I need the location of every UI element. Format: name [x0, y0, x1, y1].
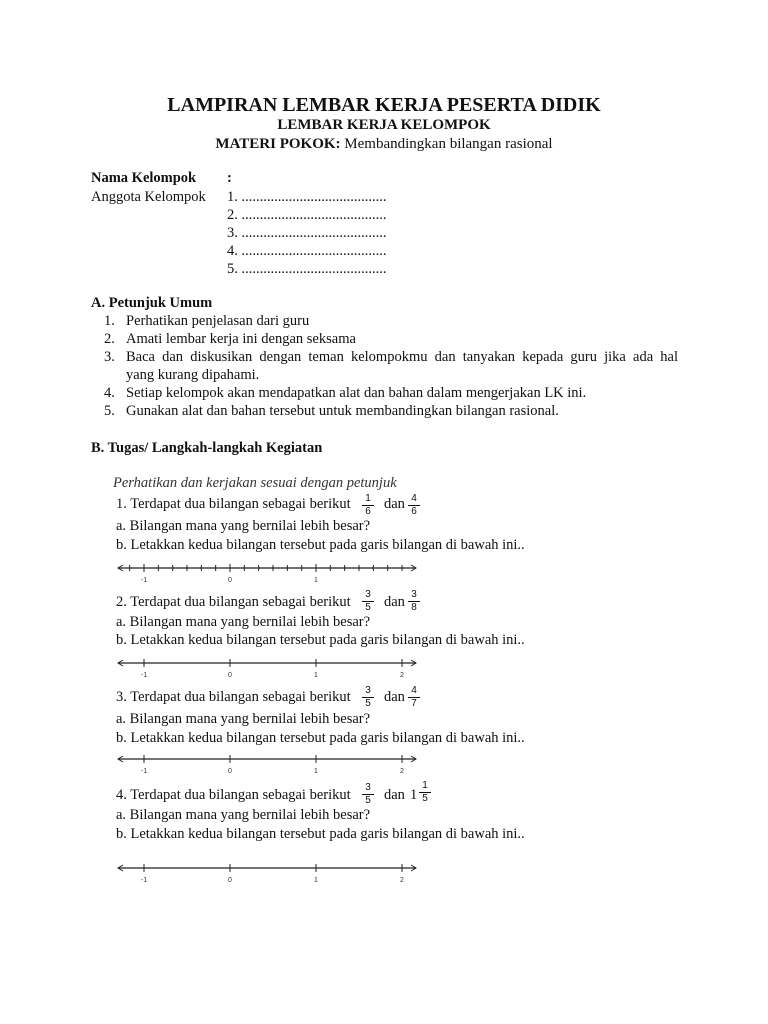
tick-label: 0	[228, 877, 232, 884]
list-item: Perhatikan penjelasan dari guru	[126, 313, 310, 329]
page-subtitle: LEMBAR KERJA KELOMPOK	[277, 117, 491, 133]
materi-line	[0, 136, 768, 153]
task-4-prompt: 4. Terdapat dua bilangan sebagai berikut	[116, 787, 351, 803]
tick-label: -1	[140, 768, 148, 775]
member-line: 2. ........................................	[227, 207, 387, 223]
task-3-number-line[interactable]	[116, 751, 421, 777]
list-item-number: 3.	[104, 349, 115, 365]
list-item-continuation: yang kurang dipahami.	[126, 367, 260, 383]
tick-label: 0	[228, 768, 232, 775]
list-item: Gunakan alat dan bahan tersebut untuk membandingkan bilangan rasional.	[126, 403, 559, 419]
tick-label: 2	[400, 768, 404, 775]
tick-label: 1	[314, 768, 318, 775]
task-3-prompt: 3. Terdapat dua bilangan sebagai berikut	[116, 689, 351, 705]
member-line: 5. ........................................	[227, 261, 387, 277]
list-item-number: 1.	[104, 313, 115, 329]
task-2-fraction-b: $\frac{3}{8}$	[408, 590, 420, 613]
tick-label: 1	[314, 672, 318, 679]
task-1-fraction-b: $\frac{4}{6}$	[408, 494, 420, 517]
tick-label: 0	[228, 672, 232, 679]
section-b-intro: Perhatikan dan kerjakan sesuai dengan petunjuk	[113, 475, 397, 491]
task-4-question-a: a. Bilangan mana yang bernilai lebih besar?	[116, 807, 371, 823]
materi-label: MATERI POKOK:	[215, 136, 341, 152]
task-2-prompt: 2. Terdapat dua bilangan sebagai berikut	[116, 594, 351, 610]
list-item-number: 4.	[104, 385, 115, 401]
tick-label: 2	[400, 877, 404, 884]
tick-label: -1	[140, 672, 148, 679]
task-1-fraction-a: $\frac{1}{6}$	[362, 494, 374, 517]
tick-label: 2	[400, 672, 404, 679]
anggota-kelompok-label: Anggota Kelompok	[91, 189, 206, 205]
tick-label: -1	[140, 877, 148, 884]
list-item-number: 5.	[104, 403, 115, 419]
task-1-number-line[interactable]	[116, 560, 421, 586]
task-2-question-a: a. Bilangan mana yang bernilai lebih besar?	[116, 614, 371, 630]
task-2-question-b: b. Letakkan kedua bilangan tersebut pada garis bilangan di bawah ini..	[116, 632, 525, 648]
section-b-heading: B. Tugas/ Langkah-langkah Kegiatan	[91, 440, 323, 456]
list-item: Amati lembar kerja ini dengan seksama	[126, 331, 356, 347]
task-1-prompt: 1. Terdapat dua bilangan sebagai berikut	[116, 496, 351, 512]
task-4-question-b: b. Letakkan kedua bilangan tersebut pada garis bilangan di bawah ini..	[116, 826, 525, 842]
task-3-question-a: a. Bilangan mana yang bernilai lebih besar?	[116, 711, 371, 727]
dan-label: dan	[384, 594, 405, 610]
dan-label: dan	[384, 787, 405, 803]
member-line: 3. ........................................	[227, 225, 387, 241]
section-a-heading: A. Petunjuk Umum	[91, 295, 213, 311]
task-2-number-line[interactable]	[116, 655, 421, 681]
list-item: Baca dan diskusikan dengan teman kelompokmu dan tanyakan kepada guru jika ada hal	[126, 349, 678, 365]
task-3-fraction-a: $\frac{3}{5}$	[362, 686, 374, 709]
task-1-question-a: a. Bilangan mana yang bernilai lebih besar?	[116, 518, 371, 534]
list-item: Setiap kelompok akan mendapatkan alat dan bahan dalam mengerjakan LK ini.	[126, 385, 587, 401]
task-1-question-b: b. Letakkan kedua bilangan tersebut pada garis bilangan di bawah ini..	[116, 537, 525, 553]
tick-label: -1	[140, 577, 148, 584]
dan-label: dan	[384, 689, 405, 705]
member-line: 4. ........................................	[227, 243, 387, 259]
materi-value: Membandingkan bilangan rasional	[344, 136, 553, 152]
task-3-question-b: b. Letakkan kedua bilangan tersebut pada garis bilangan di bawah ini..	[116, 730, 525, 746]
nama-kelompok-colon: :	[227, 170, 232, 186]
tick-label: 1	[314, 577, 318, 584]
task-4-fraction-b: $\frac{1}{5}$	[419, 781, 431, 804]
list-item-number: 2.	[104, 331, 115, 347]
task-4-whole-number: 1	[410, 787, 418, 803]
task-2-fraction-a: $\frac{3}{5}$	[362, 590, 374, 613]
tick-label: 1	[314, 877, 318, 884]
nama-kelompok-label: Nama Kelompok	[91, 170, 197, 186]
task-3-fraction-b: $\frac{4}{7}$	[408, 686, 420, 709]
dan-label: dan	[384, 496, 405, 512]
page-title: LAMPIRAN LEMBAR KERJA PESERTA DIDIK	[167, 94, 601, 116]
tick-label: 0	[228, 577, 232, 584]
member-line: 1. ........................................	[227, 189, 387, 205]
task-4-fraction-a: $\frac{3}{5}$	[362, 783, 374, 806]
task-4-number-line[interactable]	[116, 860, 421, 886]
